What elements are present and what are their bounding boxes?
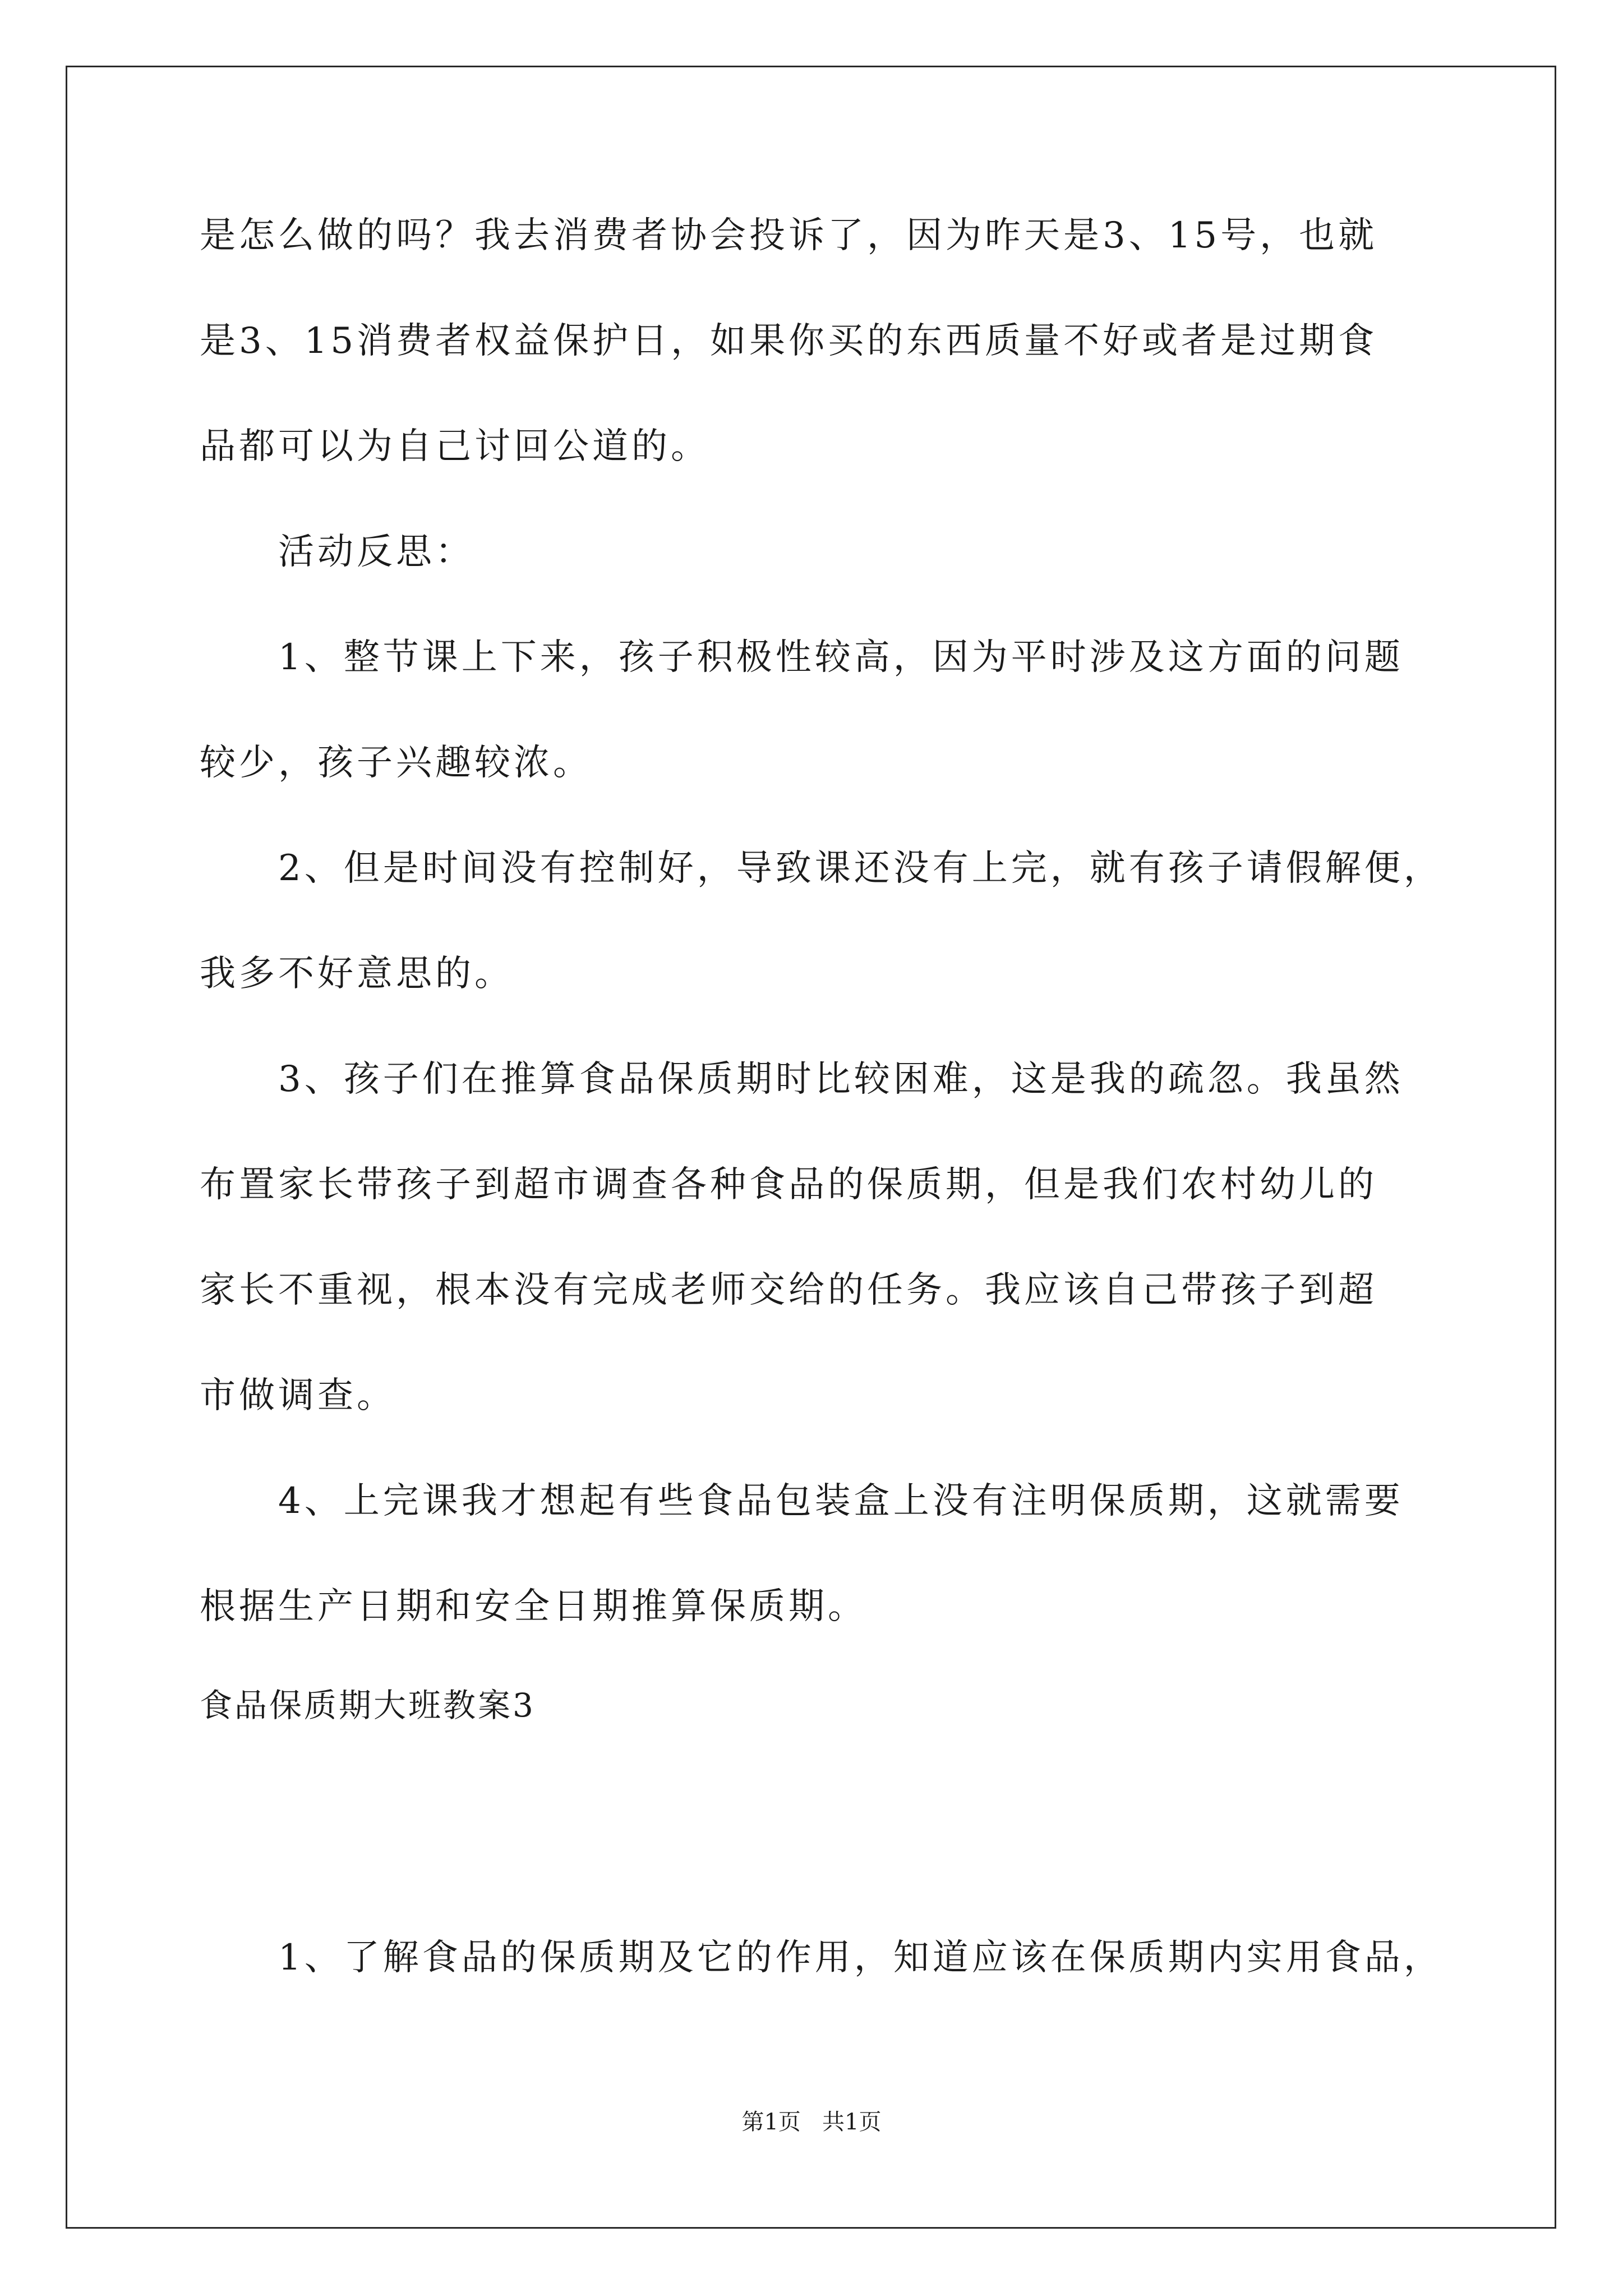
section-label: 活动反思： [278, 531, 474, 573]
text-line: 1、了解食品的保质期及它的作用，知道应该在保质期内实用食品， [278, 1937, 1443, 1978]
text-line: 品都可以为自己讨回公道的。 [200, 426, 710, 467]
page-frame [66, 66, 1556, 2229]
text-line: 是怎么做的吗？我去消费者协会投诉了，因为昨天是3、15号，也就 [200, 215, 1378, 256]
text-line: 市做调查。 [200, 1375, 396, 1416]
text-line: 4、上完课我才想起有些食品包装盒上没有注明保质期，这就需要 [278, 1480, 1404, 1522]
text-line: 我多不好意思的。 [200, 953, 514, 995]
section-heading: 食品保质期大班教案3 [200, 1686, 536, 1724]
text-line: 布置家长带孩子到超市调查各种食品的保质期，但是我们农村幼儿的 [200, 1164, 1377, 1205]
text-line: 2、但是时间没有控制好，导致课还没有上完，就有孩子请假解便， [278, 848, 1443, 889]
text-line: 较少，孩子兴趣较浓。 [200, 742, 592, 784]
page-footer: 第1页 共1页 [741, 2109, 882, 2135]
text-line: 1、整节课上下来，孩子积极性较高，因为平时涉及这方面的问题 [278, 637, 1404, 678]
text-line: 根据生产日期和安全日期推算保质期。 [200, 1586, 867, 1627]
text-line: 3、孩子们在推算食品保质期时比较困难，这是我的疏忽。我虽然 [278, 1059, 1404, 1100]
text-line: 是3、15消费者权益保护日，如果你买的东西质量不好或者是过期食 [200, 320, 1378, 362]
text-line: 家长不重视，根本没有完成老师交给的任务。我应该自己带孩子到超 [200, 1269, 1377, 1311]
